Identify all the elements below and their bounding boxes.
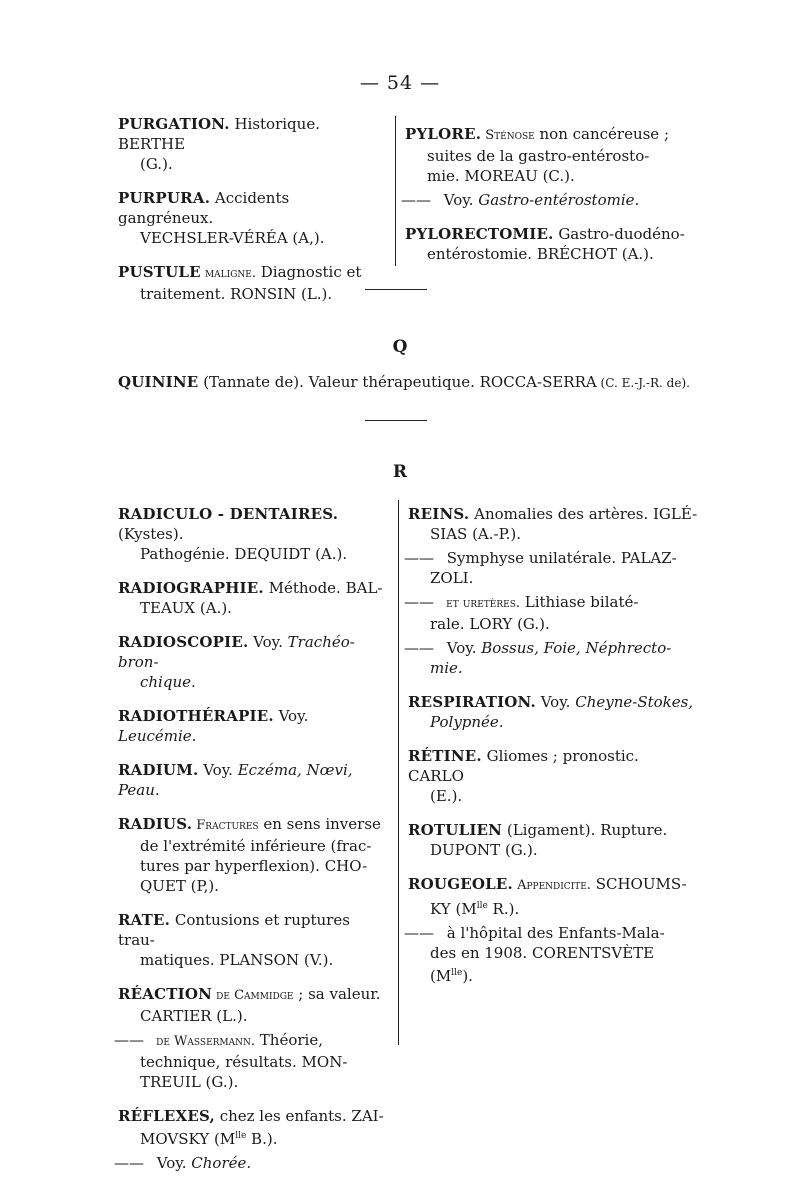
- entry-text: Voy.: [439, 191, 479, 209]
- superscript: lle: [476, 901, 488, 911]
- entry-radium: [118, 760, 390, 800]
- entry-text: Gliomes ; pronostic. CARLO: [408, 747, 639, 785]
- entry-text: (Tannate de). Valeur thérapeutique. ROCCA-SERRA: [198, 373, 597, 391]
- entry-head: PURPURA.: [118, 189, 211, 207]
- entry-text-cont: entérostomie. BRÉCHOT (A.).: [427, 245, 654, 263]
- entry-head: ROUGEOLE.: [408, 875, 513, 893]
- entry-smallcaps: Appendicite.: [512, 878, 591, 893]
- entry-head: RÉACTION: [118, 985, 213, 1003]
- entry-italic: Chorée.: [191, 1154, 252, 1172]
- entry-text-cont: (E.).: [430, 787, 463, 805]
- entry-head: RADICULO - DENTAIRES.: [118, 505, 339, 523]
- entry-head: RESPIRATION.: [408, 693, 536, 711]
- entry-italic-cont: chique.: [140, 673, 196, 691]
- entry-text-cont: R.).: [487, 900, 520, 918]
- entry-purpura: [118, 188, 388, 248]
- entry-italic: Bossus, Foie, Néphrecto-: [481, 639, 672, 657]
- repeat-dash: ——: [114, 1031, 144, 1049]
- entry-italic: Cheyne-Stokes,: [575, 693, 694, 711]
- entry-head: PYLORECTOMIE.: [405, 225, 554, 243]
- entry-text-cont: mie. MOREAU (C.).: [427, 167, 575, 185]
- repeat-dash: ——: [404, 593, 434, 611]
- entry-italic: Gastro-entérostomie.: [478, 191, 640, 209]
- entry-text-cont: rale. LORY (G.).: [430, 615, 550, 633]
- entry-text-cont: (G.).: [140, 155, 173, 173]
- top-right-column: [401, 124, 695, 278]
- repeat-dash: ——: [404, 549, 434, 567]
- top-left-column: [118, 114, 388, 318]
- entry-head: QUININE: [118, 373, 199, 391]
- entry-text: Méthode. BAL-: [263, 579, 383, 597]
- column-divider-top: [395, 116, 396, 266]
- entry-text: (Kystes).: [118, 525, 184, 543]
- entry-text-cont: ).: [462, 967, 473, 985]
- entry-text: Voy.: [248, 633, 288, 651]
- entry-text: Voy.: [442, 639, 482, 657]
- entry-text-cont: TEAUX (A.).: [140, 599, 232, 617]
- column-divider-r: [398, 500, 399, 1045]
- entry-text-cont: technique, résultats. MON-: [140, 1053, 348, 1071]
- entry-head: REINS.: [408, 505, 470, 523]
- entry-smallcaps: et uretères.: [442, 596, 520, 611]
- entry-text-cont: VECHSLER-VÉRÉA (A,).: [140, 229, 325, 247]
- entry-text: Voy.: [198, 761, 238, 779]
- entry-head: RADIOSCOPIE.: [118, 633, 249, 651]
- entry-text: à l'hôpital des Enfants-Mala-: [442, 924, 665, 942]
- r-right-column: [404, 504, 698, 1000]
- entry-text-cont: SIAS (A.-P.).: [430, 525, 522, 543]
- entry-head: PUSTULE: [118, 263, 201, 281]
- entry-head: RÉFLEXES,: [118, 1107, 215, 1125]
- entry-reins-voy: [404, 638, 698, 678]
- entry-text-cont: ZOLI.: [430, 569, 474, 587]
- entry-text: Diagnostic et: [255, 263, 362, 281]
- entry-rougeole: [408, 874, 698, 919]
- entry-radius: [118, 814, 390, 896]
- entry-quinine: [118, 373, 708, 391]
- entry-respiration: [408, 692, 698, 732]
- entry-italic: Trachéo-bron-: [118, 633, 355, 671]
- entry-text-cont: MOVSKY (M: [140, 1130, 236, 1148]
- r-left-column: [114, 504, 390, 1187]
- entry-rate: [118, 910, 390, 970]
- entry-text: ; sa valeur.: [293, 985, 381, 1003]
- entry-text-cont: suites de la gastro-entérosto-: [427, 147, 650, 165]
- entry-text-cont: traitement. RONSIN (L.).: [140, 285, 333, 303]
- entry-italic: Eczéma, Nœvi, Peau.: [118, 761, 353, 799]
- entry-text: Accidents gangréneux.: [118, 189, 290, 227]
- entry-head: ROTULIEN: [408, 821, 503, 839]
- entry-text-cont: de l'extrémité inférieure (frac-: [140, 837, 372, 855]
- entry-smallcaps: de Cammidge: [212, 988, 294, 1003]
- entry-head: PURGATION.: [118, 115, 230, 133]
- entry-text-cont: matiques. PLANSON (V.).: [140, 951, 334, 969]
- superscript: lle: [235, 1131, 247, 1141]
- entry-text: Contusions et ruptures trau-: [118, 911, 350, 949]
- entry-text-cont: (M: [430, 967, 452, 985]
- entry-text-cont: B.).: [246, 1130, 278, 1148]
- entry-radiotherapie: [118, 706, 390, 746]
- entry-text: non cancéreuse ;: [534, 125, 670, 143]
- entry-radiographie: [118, 578, 390, 618]
- entry-head: RADIOGRAPHIE.: [118, 579, 264, 597]
- entry-reflexes: [118, 1106, 390, 1149]
- entry-head: RATE.: [118, 911, 171, 929]
- entry-rougeole-hopital: [404, 923, 698, 986]
- entry-pylore: [405, 124, 695, 186]
- entry-text: Voy.: [152, 1154, 192, 1172]
- entry-text: en sens inverse: [258, 815, 381, 833]
- entry-head: PYLORE.: [405, 125, 482, 143]
- entry-reflexes-voy: [114, 1153, 390, 1173]
- entry-text: Anomalies des artères. IGLÉ-: [469, 505, 698, 523]
- entry-text-cont: KY (M: [430, 900, 477, 918]
- entry-text-cont: TREUIL (G.).: [140, 1073, 239, 1091]
- entry-text: (Ligament). Rupture.: [502, 821, 668, 839]
- entry-italic-cont: mie.: [430, 659, 463, 677]
- entry-radiculo: [118, 504, 390, 564]
- page-number: — 54 —: [359, 72, 441, 94]
- entry-reins-symphyse: [404, 548, 698, 588]
- entry-pylore-voy: [401, 190, 695, 210]
- entry-text: Gastro-duodéno-: [553, 225, 685, 243]
- entry-text: Lithiase bilaté-: [520, 593, 639, 611]
- entry-text: chez les enfants. ZAI-: [214, 1107, 384, 1125]
- entry-text: Théorie,: [255, 1031, 323, 1049]
- entry-reins: [408, 504, 698, 544]
- entry-rotulien: [408, 820, 698, 860]
- repeat-dash: ——: [404, 639, 434, 657]
- entry-purgation: [118, 114, 388, 174]
- entry-retine: [408, 746, 698, 806]
- entry-text: Symphyse unilatérale. PALAZ-: [442, 549, 677, 567]
- section-rule: [365, 289, 427, 290]
- section-letter-r: R: [392, 462, 408, 482]
- entry-text-cont: des en 1908. CORENTSVÈTE: [430, 944, 655, 962]
- entry-text-cont: Pathogénie. DEQUIDT (A.).: [140, 545, 348, 563]
- entry-text-cont: DUPONT (G.).: [430, 841, 538, 859]
- repeat-dash: ——: [401, 191, 431, 209]
- repeat-dash: ——: [404, 924, 434, 942]
- entry-reaction-wassermann: [114, 1030, 390, 1092]
- entry-smallcaps: Fractures: [192, 818, 259, 833]
- repeat-dash: ——: [114, 1154, 144, 1172]
- entry-reaction: [118, 984, 390, 1026]
- section-letter-q: Q: [392, 337, 408, 357]
- entry-text: Voy.: [273, 707, 309, 725]
- entry-head: RADIUM.: [118, 761, 199, 779]
- entry-pustule: [118, 262, 388, 304]
- entry-text-cont: tures par hyperflexion). CHO-: [140, 857, 368, 875]
- superscript: lle: [451, 968, 463, 978]
- entry-italic: Leucémie.: [118, 727, 197, 745]
- entry-head: RADIUS.: [118, 815, 193, 833]
- entry-head: RÉTINE.: [408, 747, 482, 765]
- entry-pylorectomie: [405, 224, 695, 264]
- entry-smallcaps: Sténose: [481, 128, 535, 143]
- entry-head: RADIOTHÉRAPIE.: [118, 707, 274, 725]
- entry-radioscopie: [118, 632, 390, 692]
- entry-smallcaps: maligne.: [200, 266, 256, 281]
- entry-text: Historique. BERTHE: [118, 115, 320, 153]
- entry-reins-ureteres: [404, 592, 698, 634]
- entry-text-cont: QUET (P,).: [140, 877, 219, 895]
- entry-text: SCHOUMS-: [590, 875, 687, 893]
- entry-smallcaps: de Wassermann.: [152, 1034, 256, 1049]
- entry-italic-cont: Polypnée.: [430, 713, 504, 731]
- entry-text-small: (C. E.-J.-R. de).: [596, 376, 690, 390]
- entry-text: Voy.: [535, 693, 576, 711]
- section-rule: [365, 420, 427, 421]
- entry-text-cont: CARTIER (L.).: [140, 1007, 248, 1025]
